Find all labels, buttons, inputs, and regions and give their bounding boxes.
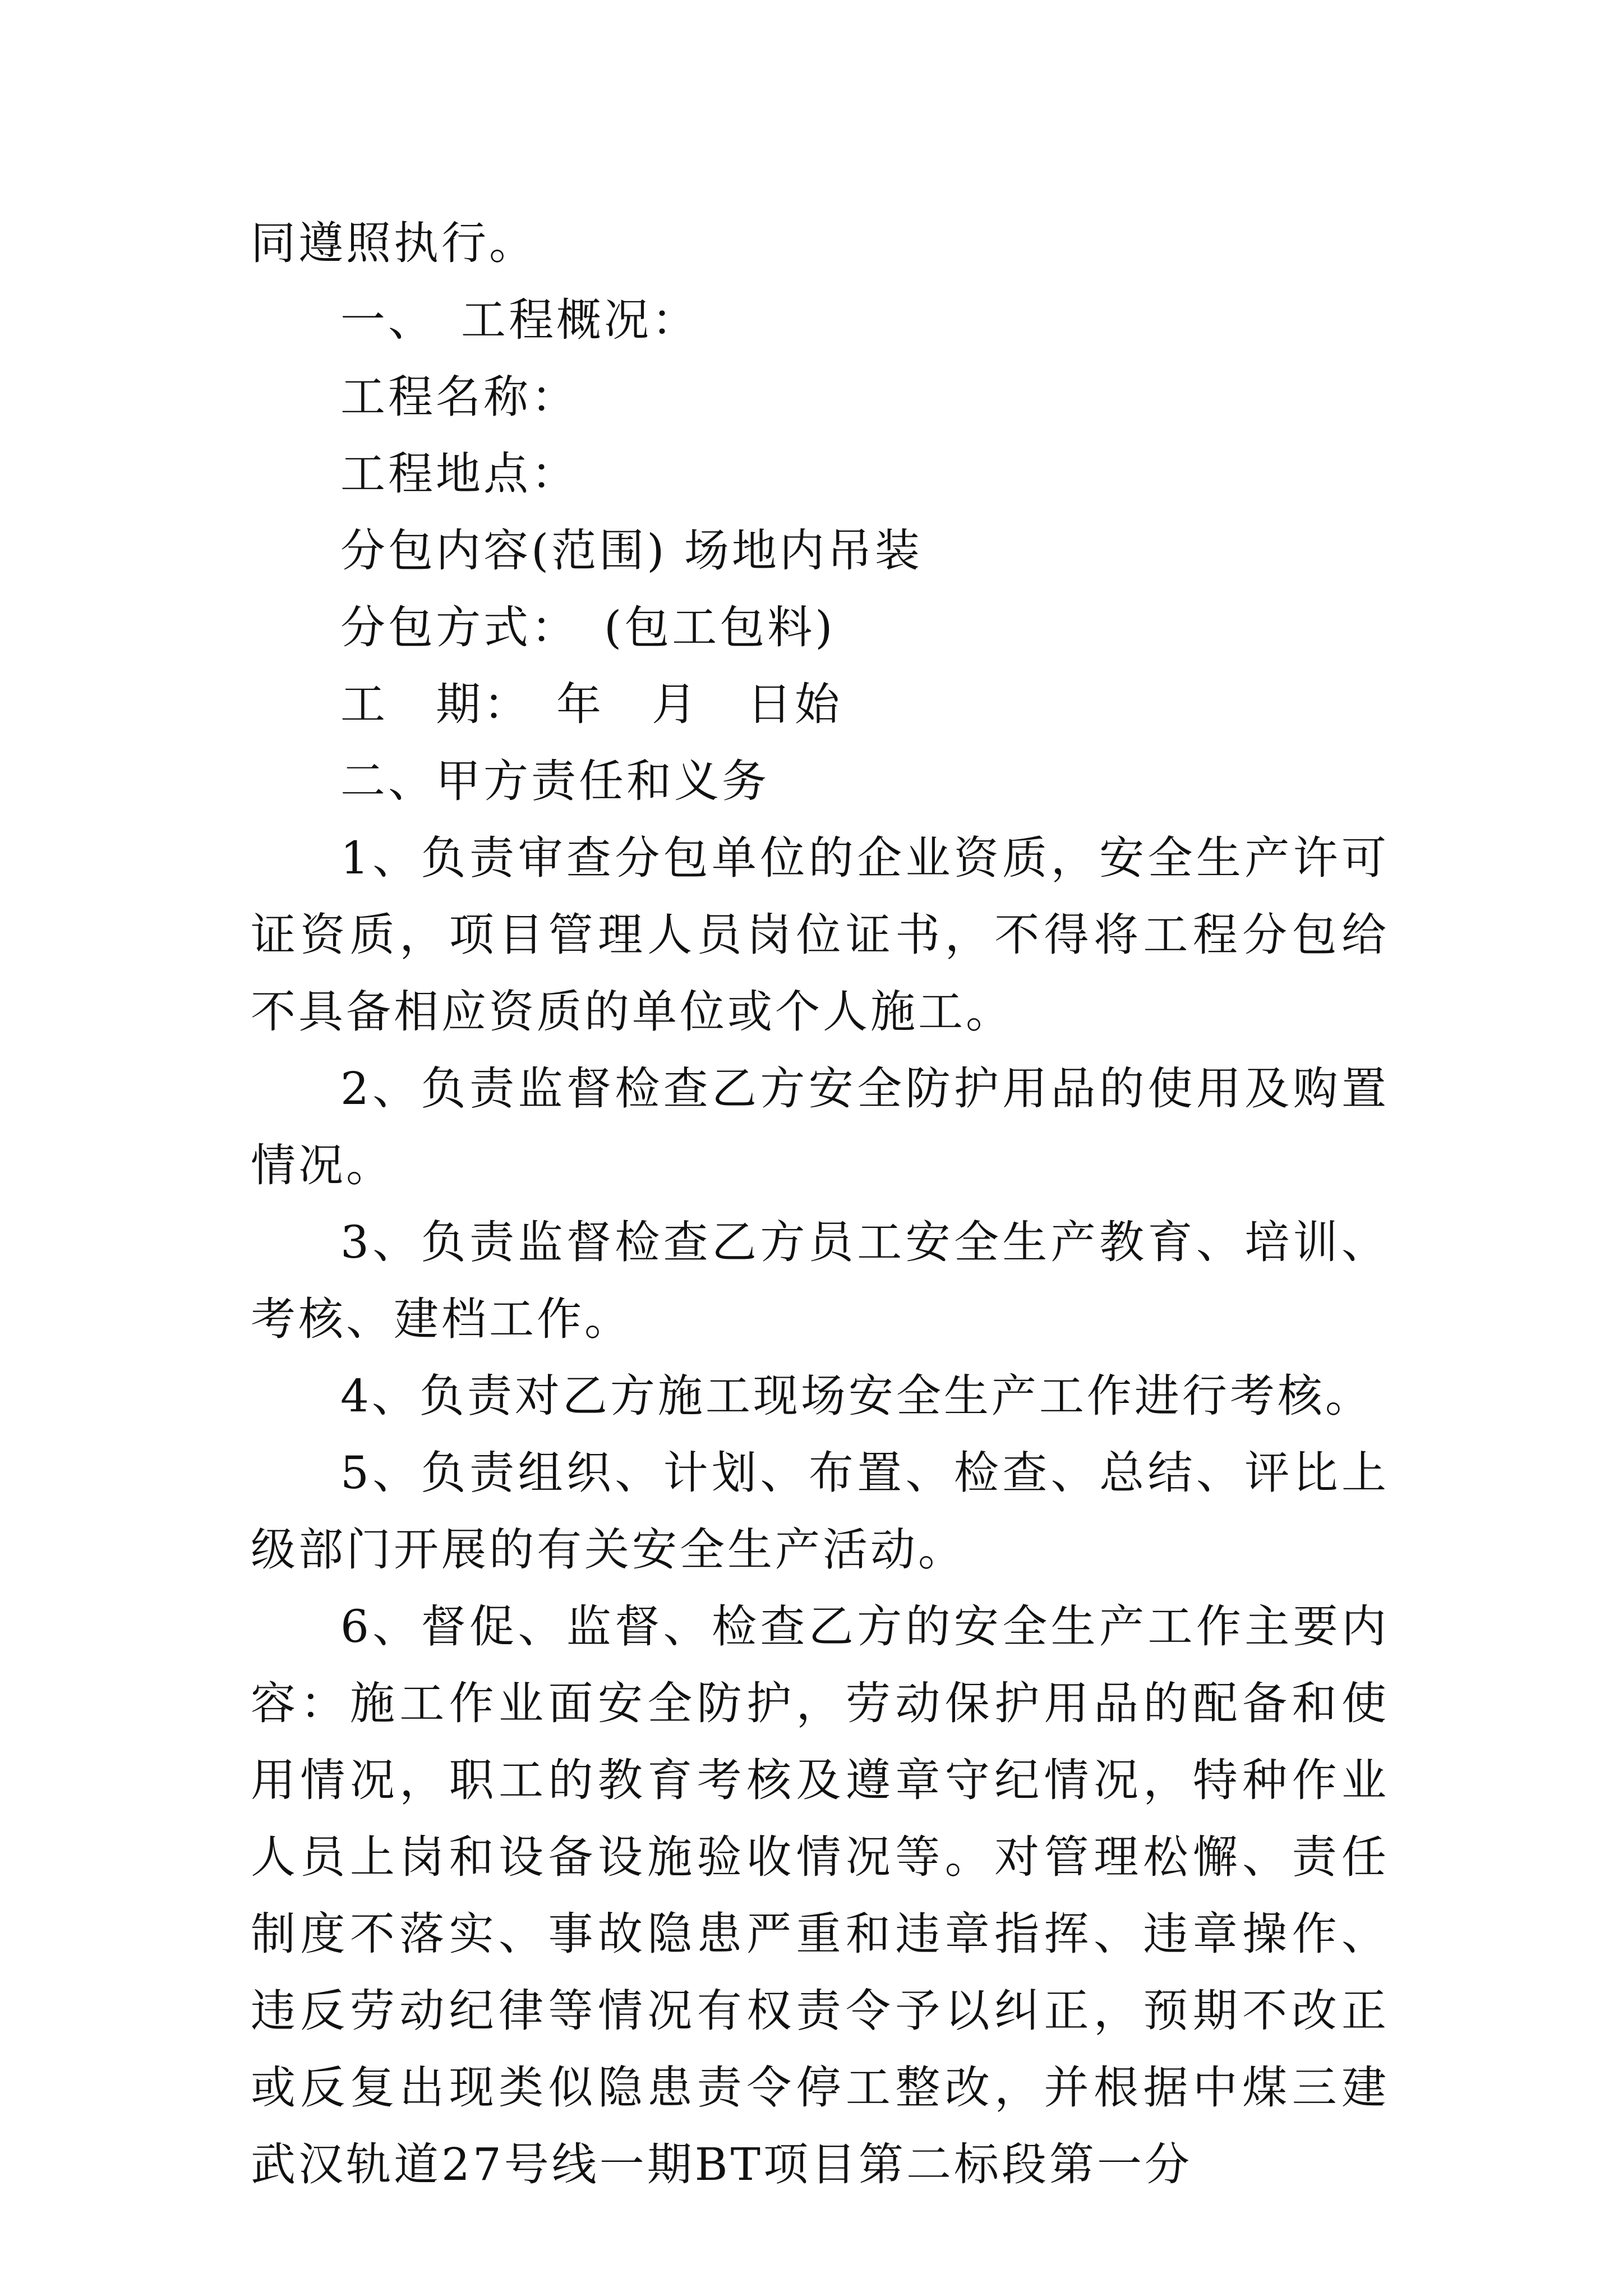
paragraph-continuation: 同遵照执行。	[251, 217, 537, 269]
field-project-location: 工程地点：	[340, 448, 579, 500]
field-construction-period: 工 期： 年 月 日始	[340, 678, 842, 730]
field-subcontract-method: 分包方式： (包工包料)	[340, 601, 836, 654]
duty-item-2: 2、负责监督检查乙方安全防护用品的使用及购置情况。	[251, 1062, 1389, 1191]
section-heading-party-a-duties: 二、甲方责任和义务	[340, 755, 769, 807]
duty-item-1: 1、负责审查分包单位的企业资质，安全生产许可证资质，项目管理人员岗位证书，不得将工程分包给不具备相应资质的单位或个人施工。	[251, 832, 1389, 1038]
field-project-name: 工程名称：	[340, 371, 579, 423]
document-body	[251, 205, 1389, 2203]
duty-item-3: 3、负责监督检查乙方员工安全生产教育、培训、考核、建档工作。	[251, 1216, 1389, 1345]
duty-item-5: 5、负责组织、计划、布置、检查、总结、评比上级部门开展的有关安全生产活动。	[251, 1447, 1389, 1576]
duty-item-4: 4、负责对乙方施工现场安全生产工作进行考核。	[340, 1370, 1373, 1422]
section-heading-project-overview: 一、 工程概况：	[340, 294, 699, 346]
duty-item-6: 6、督促、监督、检查乙方的安全生产工作主要内容：施工作业面安全防护，劳动保护用品的配备和使用情况，职工的教育考核及遵章守纪情况，特种作业人员上岗和设备设施验收情况等。对管理松懈、责任制度不落实、事故隐患严重和违章指挥、违章操作、违反劳动纪律等情况有权责令予以纠正，预期不改正或反复出现类似隐患责令停工整改，并根据中煤三建武汉轨道27号线一期BT项目第二标段第一分	[251, 1600, 1389, 2191]
field-subcontract-scope: 分包内容(范围) 场地内吊装	[340, 524, 923, 577]
